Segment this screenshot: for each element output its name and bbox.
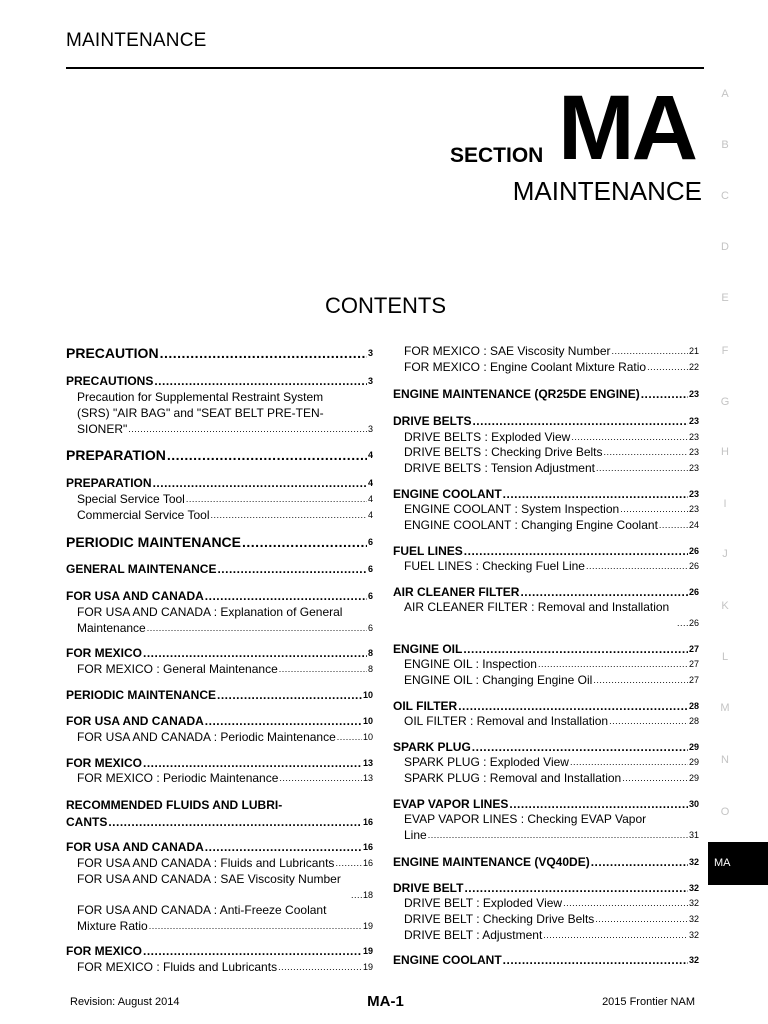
index-letter-j[interactable]: J — [722, 548, 728, 560]
header-rule — [66, 67, 704, 69]
toc-entry-line[interactable]: EVAP VAPOR LINES : Checking EVAP Vapor — [404, 812, 647, 826]
toc-entry[interactable] — [66, 346, 373, 360]
toc-entry[interactable] — [66, 919, 373, 933]
toc-entry-label: FOR MEXICO — [66, 756, 143, 770]
toc-entry-label: SPARK PLUG : Removal and Installation — [404, 771, 622, 785]
toc-entry-label: FOR MEXICO : Fluids and Lubricants — [77, 960, 278, 974]
toc-entry-label: DRIVE BELTS : Exploded View — [404, 430, 571, 444]
toc-page-number: 3 — [367, 424, 373, 434]
toc-entry[interactable] — [66, 714, 373, 728]
index-letter-k[interactable]: K — [721, 600, 729, 612]
toc-entry[interactable] — [66, 944, 373, 958]
toc-entry-label: DRIVE BELT : Checking Drive Belts — [404, 912, 595, 926]
toc-page-number: 3 — [367, 376, 373, 386]
toc-entry-label: CANTS — [66, 815, 108, 829]
toc-page-number: 4 — [367, 450, 373, 460]
toc-page-number: 32 — [688, 857, 699, 867]
toc-entry[interactable] — [66, 662, 373, 676]
toc-page-number: 16 — [362, 842, 373, 852]
toc-page-number: 24 — [688, 520, 699, 530]
toc-page-number: 6 — [367, 591, 373, 601]
toc-entry-label: FOR MEXICO : Engine Coolant Mixture Ratio — [404, 360, 647, 374]
toc-page-number: 32 — [688, 955, 699, 965]
toc-page-number: 6 — [367, 564, 373, 574]
toc-entry-label: DRIVE BELTS : Tension Adjustment — [404, 461, 595, 475]
toc-entry[interactable] — [393, 585, 699, 599]
toc-entry-label: SPARK PLUG : Exploded View — [404, 755, 569, 769]
toc-entry-line[interactable]: FOR USA AND CANADA : SAE Viscosity Number — [77, 872, 341, 886]
toc-page-number: 13 — [362, 773, 373, 783]
toc-entry-label: FOR MEXICO : General Maintenance — [77, 662, 278, 676]
index-letter-c[interactable]: C — [721, 190, 729, 202]
toc-page-number: ....26 — [676, 618, 699, 628]
index-letter-g[interactable]: G — [720, 396, 730, 408]
toc-entry[interactable] — [393, 828, 699, 842]
toc-entry-label: OIL FILTER — [393, 699, 458, 713]
toc-entry[interactable] — [393, 714, 699, 728]
toc-page-number: 28 — [688, 716, 699, 726]
toc-entry-label: Mixture Ratio — [77, 919, 148, 933]
toc-entry[interactable] — [66, 815, 373, 829]
toc-page-number: 16 — [362, 817, 373, 827]
index-letter-o[interactable]: O — [720, 806, 730, 818]
toc-entry[interactable] — [393, 699, 699, 713]
section-code: MA — [558, 77, 696, 179]
toc-page-number: 19 — [362, 921, 373, 931]
toc-entry[interactable] — [66, 688, 373, 702]
section-word: SECTION — [450, 144, 544, 167]
toc-page-number: 21 — [688, 346, 699, 356]
toc-entry-label: ENGINE OIL : Inspection — [404, 657, 537, 671]
toc-entry-label: DRIVE BELT : Adjustment — [404, 928, 543, 942]
toc-entry-label: FUEL LINES — [393, 544, 463, 558]
toc-entry-label: PERIODIC MAINTENANCE — [66, 688, 217, 702]
toc-page-number: 28 — [688, 701, 699, 711]
toc-page-number: 23 — [688, 489, 699, 499]
toc-entry-line[interactable]: (SRS) "AIR BAG" and "SEAT BELT PRE-TEN- — [77, 406, 324, 420]
toc-entry-label: ENGINE MAINTENANCE (QR25DE ENGINE) — [393, 387, 640, 401]
index-letter-m[interactable]: M — [720, 702, 730, 714]
toc-entry[interactable] — [393, 344, 699, 358]
toc-entry-label: FOR MEXICO — [66, 944, 143, 958]
toc-entry-line[interactable]: RECOMMENDED FLUIDS AND LUBRI- — [66, 798, 283, 812]
toc-entry[interactable] — [66, 492, 373, 506]
toc-entry-label: ENGINE OIL : Changing Engine Oil — [404, 673, 593, 687]
toc-page-number: 23 — [688, 463, 699, 473]
toc-page-number: 22 — [688, 362, 699, 372]
index-letter-d[interactable]: D — [721, 241, 729, 253]
footer-model: 2015 Frontier NAM — [602, 996, 695, 1008]
toc-page-number: 6 — [367, 623, 373, 633]
toc-page-number: 23 — [688, 447, 699, 457]
toc-page-number: 4 — [367, 494, 373, 504]
toc-entry[interactable] — [393, 755, 699, 769]
toc-entry[interactable] — [66, 562, 373, 576]
toc-entry-label: SIONER" — [77, 422, 128, 436]
toc-page-number: 23 — [688, 389, 699, 399]
toc-entry[interactable] — [66, 756, 373, 770]
toc-page-number: 32 — [688, 930, 699, 940]
toc-entry[interactable] — [393, 855, 699, 869]
toc-page-number: 27 — [688, 659, 699, 669]
toc-entry[interactable] — [66, 646, 373, 660]
toc-entry[interactable] — [393, 673, 699, 687]
toc-page-number: 10 — [362, 690, 373, 700]
index-letter-e[interactable]: E — [721, 292, 729, 304]
toc-entry[interactable] — [393, 487, 699, 501]
toc-entry[interactable] — [66, 840, 373, 854]
footer-revision: Revision: August 2014 — [70, 996, 180, 1008]
toc-entry-label: PREPARATION — [66, 447, 166, 463]
toc-entry-label: FOR MEXICO : Periodic Maintenance — [77, 771, 279, 785]
toc-page-number: 10 — [362, 716, 373, 726]
toc-page-number: 23 — [688, 416, 699, 426]
toc-page-number: 4 — [367, 510, 373, 520]
toc-entry[interactable] — [393, 657, 699, 671]
index-letter-h[interactable]: H — [721, 446, 729, 458]
toc-entry[interactable] — [393, 414, 699, 428]
footer-page-number: MA-1 — [367, 993, 404, 1010]
toc-entry-line[interactable]: AIR CLEANER FILTER : Removal and Installation — [404, 600, 670, 614]
toc-page-number: 27 — [688, 675, 699, 685]
toc-entry-label: AIR CLEANER FILTER — [393, 585, 520, 599]
toc-page-number: 8 — [367, 664, 373, 674]
toc-page-number: 8 — [367, 648, 373, 658]
toc-page-number: 29 — [688, 757, 699, 767]
toc-entry-label: PRECAUTION — [66, 345, 159, 361]
toc-entry-label: ENGINE MAINTENANCE (VQ40DE) — [393, 855, 590, 869]
toc-page-number: 26 — [688, 546, 699, 556]
index-letter-l[interactable]: L — [721, 651, 729, 663]
index-letter-n[interactable]: N — [721, 754, 729, 766]
toc-entry[interactable] — [393, 502, 699, 516]
index-letter-i[interactable]: I — [723, 498, 727, 510]
toc-page-number: 26 — [688, 561, 699, 571]
running-header: MAINTENANCE — [66, 30, 207, 51]
toc-entry[interactable] — [393, 430, 699, 444]
toc-entry[interactable] — [66, 589, 373, 603]
toc-entry[interactable] — [66, 771, 373, 785]
toc-entry-label: OIL FILTER : Removal and Installation — [404, 714, 609, 728]
toc-entry[interactable] — [393, 953, 699, 967]
toc-entry-label: PRECAUTIONS — [66, 374, 154, 388]
toc-entry-label: DRIVE BELT — [393, 881, 464, 895]
toc-entry[interactable] — [66, 730, 373, 744]
toc-entry[interactable] — [393, 881, 699, 895]
toc-entry[interactable] — [66, 448, 373, 462]
toc-entry[interactable] — [393, 642, 699, 656]
toc-entry-label: DRIVE BELTS — [393, 414, 472, 428]
section-title: MAINTENANCE — [512, 176, 702, 206]
toc-entry[interactable] — [393, 797, 699, 811]
toc-page-number: 26 — [688, 587, 699, 597]
toc-page-number: 19 — [362, 962, 373, 972]
toc-entry[interactable] — [66, 621, 373, 635]
toc-entry-label: EVAP VAPOR LINES — [393, 797, 509, 811]
toc-entry-label: GENERAL MAINTENANCE — [66, 562, 217, 576]
index-letter-b[interactable]: B — [721, 139, 729, 151]
toc-page-number: 13 — [362, 758, 373, 768]
toc-entry[interactable] — [393, 544, 699, 558]
toc-page-number: ....18 — [350, 890, 373, 900]
toc-entry[interactable] — [393, 461, 699, 475]
toc-entry[interactable] — [393, 559, 699, 573]
toc-entry-label: DRIVE BELTS : Checking Drive Belts — [404, 445, 603, 459]
toc-entry[interactable] — [393, 518, 699, 532]
toc-entry-label: FOR USA AND CANADA — [66, 840, 204, 854]
toc-entry-label: Line — [404, 828, 427, 842]
toc-page-number: 19 — [362, 946, 373, 956]
toc-entry[interactable] — [66, 422, 373, 436]
toc-entry[interactable] — [393, 740, 699, 754]
toc-entry[interactable] — [393, 771, 699, 785]
toc-entry-label: Maintenance — [77, 621, 146, 635]
toc-entry-label: DRIVE BELT : Exploded View — [404, 896, 563, 910]
toc-entry-label: SPARK PLUG — [393, 740, 471, 754]
toc-entry-label: FOR MEXICO : SAE Viscosity Number — [404, 344, 611, 358]
side-tab-ma[interactable]: MA — [708, 842, 768, 885]
toc-entry-label: ENGINE COOLANT — [393, 953, 502, 967]
toc-entry-label: Special Service Tool — [77, 492, 185, 506]
toc-entry[interactable] — [66, 856, 373, 870]
toc-entry-line[interactable]: Precaution for Supplemental Restraint System — [77, 390, 324, 404]
toc-entry-label: ENGINE COOLANT : Changing Engine Coolant — [404, 518, 658, 532]
toc-entry-label: Commercial Service Tool — [77, 508, 210, 522]
toc-entry-label: ENGINE COOLANT : System Inspection — [404, 502, 620, 516]
toc-page-number: 29 — [688, 773, 699, 783]
toc-entry[interactable] — [66, 960, 373, 974]
toc-entry-label: ENGINE COOLANT — [393, 487, 502, 501]
toc-page-number: 32 — [688, 883, 699, 893]
toc-entry[interactable] — [393, 896, 699, 910]
toc-entry-label: FOR USA AND CANADA : Fluids and Lubricants — [77, 856, 335, 870]
contents-title: CONTENTS — [325, 293, 446, 318]
toc-page-number: 23 — [688, 504, 699, 514]
toc-entry-line[interactable]: FOR USA AND CANADA : Explanation of General — [77, 605, 343, 619]
index-letter-f[interactable]: F — [721, 345, 729, 357]
toc-page-number: 31 — [688, 830, 699, 840]
toc-entry-line[interactable]: FOR USA AND CANADA : Anti-Freeze Coolant — [77, 903, 327, 917]
toc-entry[interactable] — [66, 374, 373, 388]
toc-entry[interactable] — [66, 508, 373, 522]
toc-page-number: 10 — [362, 732, 373, 742]
toc-entry[interactable] — [66, 476, 373, 490]
toc-page-number: 4 — [367, 478, 373, 488]
toc-entry-label: PERIODIC MAINTENANCE — [66, 534, 242, 550]
toc-page-number: 27 — [688, 644, 699, 654]
toc-entry-label: ENGINE OIL — [393, 642, 463, 656]
toc-entry[interactable] — [393, 360, 699, 374]
toc-page-number: 30 — [688, 799, 699, 809]
toc-entry-label: FOR USA AND CANADA — [66, 714, 204, 728]
toc-page-number: 29 — [688, 742, 699, 752]
toc-entry[interactable] — [393, 387, 699, 401]
toc-entry[interactable] — [393, 912, 699, 926]
toc-page-number: 32 — [688, 914, 699, 924]
toc-entry[interactable] — [393, 445, 699, 459]
toc-page-number: 3 — [367, 348, 373, 358]
toc-page-number: 23 — [688, 432, 699, 442]
toc-page-number: 32 — [688, 898, 699, 908]
toc-entry[interactable] — [393, 928, 699, 942]
index-letter-a[interactable]: A — [721, 88, 729, 100]
toc-page-number: 6 — [367, 537, 373, 547]
toc-entry-label: FOR MEXICO — [66, 646, 143, 660]
toc-page-number: 16 — [362, 858, 373, 868]
toc-entry-label: FOR USA AND CANADA : Periodic Maintenance — [77, 730, 336, 744]
toc-entry[interactable] — [66, 535, 373, 549]
toc-entry-label: FOR USA AND CANADA — [66, 589, 204, 603]
toc-entry-label: PREPARATION — [66, 476, 152, 490]
toc-entry-label: FUEL LINES : Checking Fuel Line — [404, 559, 585, 573]
